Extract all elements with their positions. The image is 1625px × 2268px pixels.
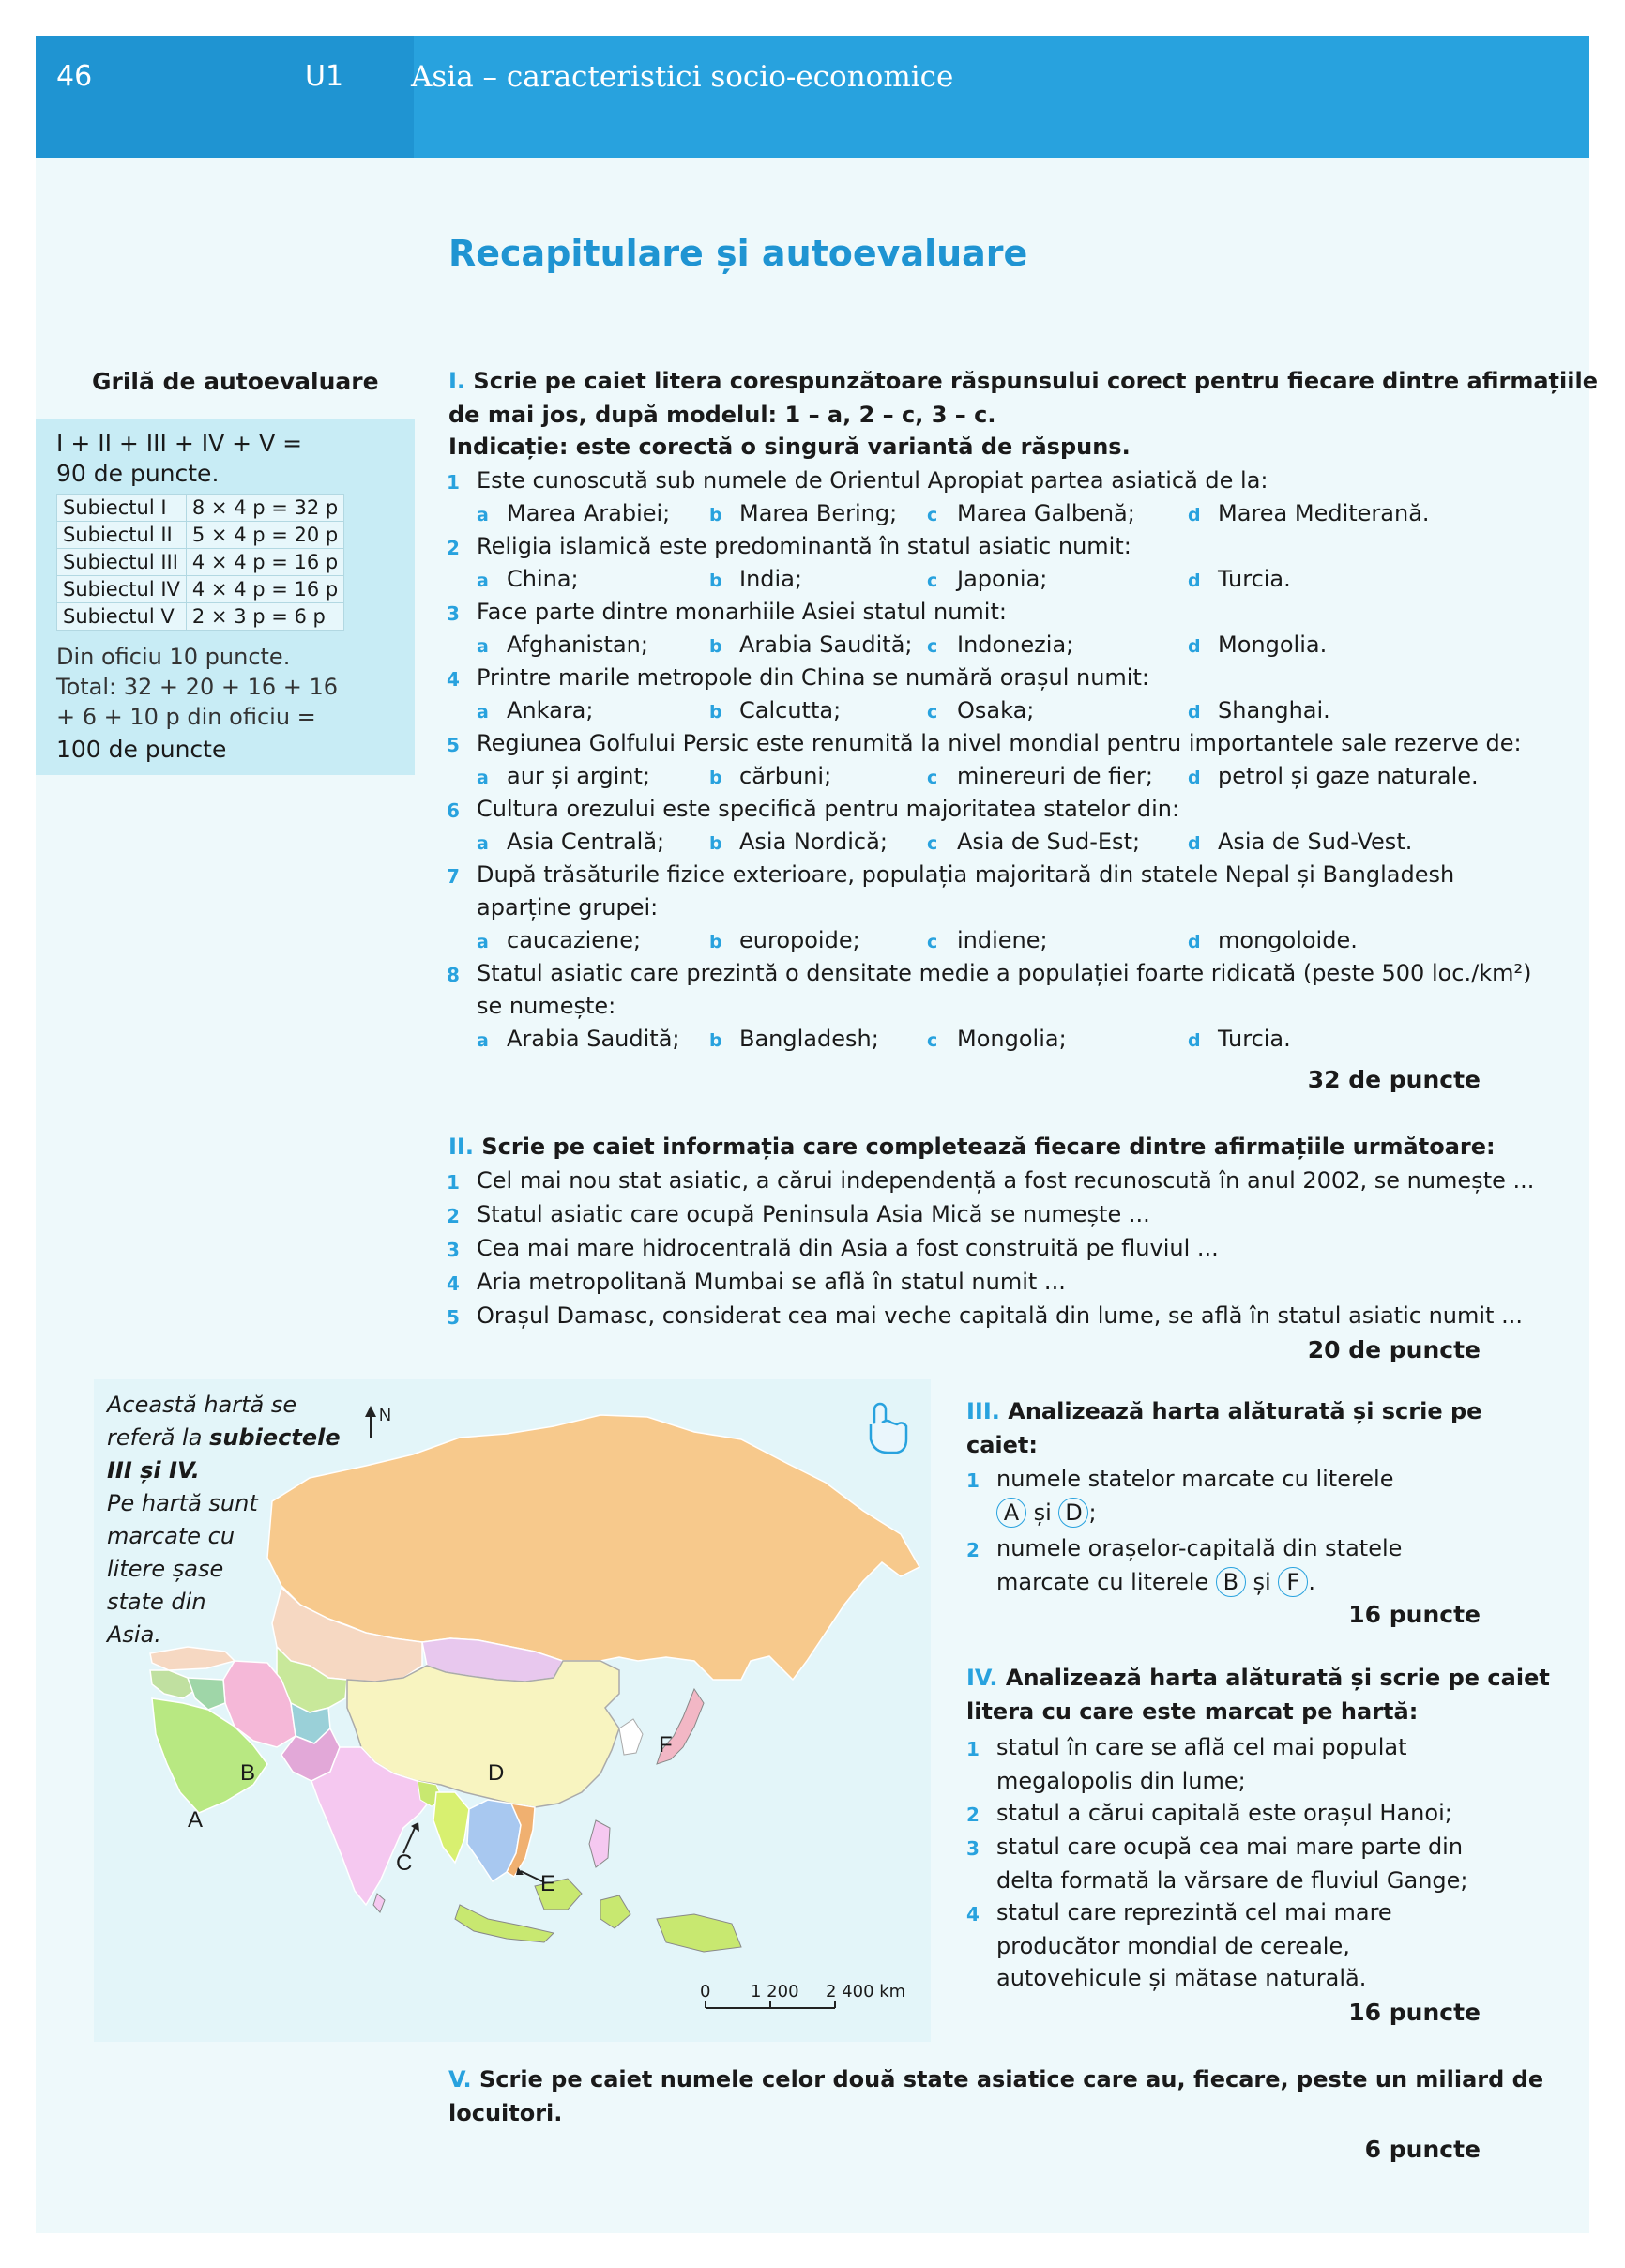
s3-item-1-letters xyxy=(996,1498,1097,1528)
s1-question-text: Religia islamică este predominantă în statul asiatic numit: xyxy=(477,533,1131,559)
s2-item-number: 4 xyxy=(447,1272,460,1295)
grid-table xyxy=(56,494,344,631)
s5-heading-line2: locuitori. xyxy=(448,2100,563,2126)
s3-item-2: numele orașelor-capitală din statele xyxy=(996,1535,1403,1561)
s2-item: Aria metropolitană Mumbai se află în statul numit ... xyxy=(477,1269,1066,1295)
letter-a-circle: A xyxy=(996,1498,1026,1528)
page-title: Recapitulare și autoevaluare xyxy=(448,233,1028,274)
s1-option-b: Calcutta; xyxy=(739,697,842,723)
s1-option-b: Asia Nordică; xyxy=(739,829,888,855)
s3-item-2-letters xyxy=(996,1567,1315,1597)
s1-option-d: Asia de Sud-Vest. xyxy=(1218,829,1413,855)
grid-row xyxy=(57,522,344,549)
grid-subject: Subiectul V xyxy=(57,603,187,631)
myanmar-region xyxy=(433,1792,469,1863)
letter-d-circle: D xyxy=(1058,1498,1088,1528)
s1-option-b: cărbuni; xyxy=(739,763,832,789)
s1-option-b: Bangladesh; xyxy=(739,1026,879,1052)
philippines-region xyxy=(589,1820,610,1867)
map-label-d: D xyxy=(488,1760,505,1786)
s2-roman: II. xyxy=(448,1134,474,1160)
s1-option-letter: a xyxy=(477,768,489,788)
s5-heading-text: Scrie pe caiet numele celor două state asiatice care au, fiecare, peste un miliard de xyxy=(478,2066,1544,2093)
map-note-line: Această hartă se xyxy=(107,1392,297,1418)
s1-option-letter: d xyxy=(1188,833,1201,854)
s1-option-d: Mongolia. xyxy=(1218,632,1328,658)
s4-item-3-line2: delta formată la vărsare de fluviul Gange; xyxy=(996,1867,1468,1894)
s1-question-number: 6 xyxy=(447,799,460,822)
s1-option-letter: b xyxy=(709,505,722,525)
header-left-band xyxy=(36,36,414,158)
s2-item: Cel mai nou stat asiatic, a cărui independență a fost recunoscută în anul 2002, se numește ... xyxy=(477,1167,1535,1194)
s3-punct: . xyxy=(1308,1569,1315,1595)
s1-option-letter: a xyxy=(477,636,489,657)
s1-option-a: China; xyxy=(507,566,579,592)
s2-item-number: 1 xyxy=(447,1171,460,1194)
s3-heading-line2: caiet: xyxy=(966,1432,1038,1458)
s1-option-d: mongoloide. xyxy=(1218,927,1358,953)
s2-item-number: 5 xyxy=(447,1306,460,1329)
page-number: 46 xyxy=(56,60,93,93)
s1-question-number: 2 xyxy=(447,537,460,559)
map-label-f: F xyxy=(659,1732,673,1758)
s3-heading-text: Analizează harta alăturată și scrie pe xyxy=(1008,1398,1482,1424)
letter-f-circle: F xyxy=(1278,1567,1308,1597)
map-note-line xyxy=(107,1422,342,1454)
s1-question-number: 8 xyxy=(447,964,460,986)
s2-item-number: 2 xyxy=(447,1205,460,1227)
s3-and: și xyxy=(1253,1569,1271,1595)
s1-heading-line2: de mai jos, după modelul: 1 – a, 2 – c, 3 – c. xyxy=(448,402,996,428)
s1-option-a: Marea Arabiei; xyxy=(507,500,671,526)
hand-pointer-icon xyxy=(871,1404,906,1453)
iraq-region xyxy=(188,1678,225,1710)
s1-option-b: Arabia Saudită; xyxy=(739,632,913,658)
s1-option-letter: a xyxy=(477,571,489,591)
s1-option-c: Marea Galbenă; xyxy=(957,500,1135,526)
letter-b-circle: B xyxy=(1216,1567,1246,1597)
s1-option-letter: b xyxy=(709,1030,722,1051)
s1-option-a: Arabia Saudită; xyxy=(507,1026,680,1052)
map-note-line: Asia. xyxy=(107,1621,161,1648)
s1-option-a: Ankara; xyxy=(507,697,594,723)
s1-option-c: Asia de Sud-Est; xyxy=(957,829,1141,855)
s1-option-c: minereuri de fier; xyxy=(957,763,1153,789)
s1-option-c: Indonezia; xyxy=(957,632,1074,658)
s1-option-letter: b xyxy=(709,833,722,854)
grid-formula-total: 90 de puncte. xyxy=(56,460,220,487)
grid-calc: 4 × 4 p = 16 p xyxy=(186,549,343,576)
s3-heading-line1 xyxy=(966,1398,1481,1424)
header-title: Asia – caracteristici socio-economice xyxy=(411,60,954,94)
grid-subject: Subiectul IV xyxy=(57,576,187,603)
grid-total-3: 100 de puncte xyxy=(56,736,227,763)
s4-points: 16 puncte xyxy=(1348,1999,1481,2026)
map-label-b: B xyxy=(240,1760,256,1786)
grid-calc: 2 × 3 p = 6 p xyxy=(186,603,343,631)
s1-question-text-cont: aparține grupei: xyxy=(477,894,659,921)
grid-subject: Subiectul II xyxy=(57,522,187,549)
grid-total-1: Total: 32 + 20 + 16 + 16 xyxy=(56,674,339,700)
s1-option-a: Afghanistan; xyxy=(507,632,648,658)
s4-item-2: statul a cărui capitală este orașul Hanoi; xyxy=(996,1800,1452,1826)
s2-heading-text: Scrie pe caiet informația care completează fiecare dintre afirmațiile următoare: xyxy=(481,1134,1496,1160)
s1-option-d: Shanghai. xyxy=(1218,697,1330,723)
arrow-c-head xyxy=(411,1822,419,1832)
s1-heading-text: Scrie pe caiet litera corespunzătoare răspunsului corect pentru fiecare dintre afirmațiile xyxy=(473,368,1598,394)
s4-item-4-line2: producător mondial de cereale, xyxy=(996,1933,1350,1959)
s1-option-c: Osaka; xyxy=(957,697,1035,723)
s1-option-letter: a xyxy=(477,505,489,525)
s1-question-text: Este cunoscută sub numele de Orientul Apropiat partea asiatică de la: xyxy=(477,467,1268,494)
s1-option-a: aur și argint; xyxy=(507,763,650,789)
s4-item-1-line2: megalopolis din lume; xyxy=(996,1768,1246,1794)
s1-question-text: După trăsăturile fizice exterioare, populația majoritară din statele Nepal și Bangladesh xyxy=(477,861,1455,888)
s1-question-text: Cultura orezului este specifică pentru majoritatea statelor din: xyxy=(477,796,1180,822)
s4-item-4-line3: autovehicule și mătase naturală. xyxy=(996,1965,1367,1991)
s1-question-text: Face parte dintre monarhiile Asiei statul numit: xyxy=(477,599,1007,625)
s1-option-letter: c xyxy=(927,571,938,591)
map-note-line: marcate cu xyxy=(107,1523,235,1549)
grid-formula: I + II + III + IV + V = xyxy=(56,430,303,457)
arrow-e xyxy=(521,1871,542,1881)
s1-option-letter: c xyxy=(927,768,938,788)
s2-item: Orașul Damasc, considerat cea mai veche capitală din lume, se află în statul asiatic numit ... xyxy=(477,1302,1523,1329)
s1-question-number: 3 xyxy=(447,602,460,625)
s1-option-letter: d xyxy=(1188,505,1201,525)
grid-total-2: + 6 + 10 p din oficiu = xyxy=(56,704,316,730)
s1-question-text: Statul asiatic care prezintă o densitate medie a populației foarte ridicată (peste 500 loc./km²) xyxy=(477,960,1532,986)
s1-option-letter: b xyxy=(709,636,722,657)
s1-option-letter: b xyxy=(709,571,722,591)
s1-option-d: petrol și gaze naturale. xyxy=(1218,763,1479,789)
map-note-line: litere șase xyxy=(107,1556,224,1582)
s2-heading xyxy=(448,1134,1496,1160)
s4-heading-text: Analizează harta alăturată și scrie pe caiet xyxy=(1005,1665,1550,1691)
s1-option-letter: c xyxy=(927,702,938,723)
s1-option-letter: a xyxy=(477,932,489,952)
map-note xyxy=(107,1389,342,1652)
s1-option-letter: a xyxy=(477,702,489,723)
s1-option-c: indiene; xyxy=(957,927,1048,953)
s1-option-letter: d xyxy=(1188,636,1201,657)
scale-label-2: 2 400 km xyxy=(826,1982,906,2002)
s5-roman: V. xyxy=(448,2066,472,2093)
s2-item-number: 3 xyxy=(447,1239,460,1261)
north-arrow-head xyxy=(365,1406,376,1417)
s1-option-letter: a xyxy=(477,833,489,854)
s3-item-1: numele statelor marcate cu literele xyxy=(996,1466,1394,1492)
s1-option-letter: a xyxy=(477,1030,489,1051)
s1-option-letter: c xyxy=(927,636,938,657)
s2-points: 20 de puncte xyxy=(1307,1336,1481,1363)
s4-heading-line2: litera cu care este marcat pe hartă: xyxy=(966,1698,1419,1725)
s1-question-number: 7 xyxy=(447,865,460,888)
grid-title: Grilă de autoevaluare xyxy=(92,368,379,395)
grid-calc: 4 × 4 p = 16 p xyxy=(186,576,343,603)
s1-roman: I. xyxy=(448,368,466,394)
map-note-line: Pe hartă sunt xyxy=(107,1490,258,1516)
s4-roman: IV. xyxy=(966,1665,998,1691)
s3-item-2-text: marcate cu literele xyxy=(996,1569,1209,1595)
s1-option-letter: c xyxy=(927,1030,938,1051)
map-label-e: E xyxy=(540,1871,556,1896)
s1-option-d: Turcia. xyxy=(1218,566,1291,592)
map-label-a: A xyxy=(188,1807,204,1833)
s2-item: Statul asiatic care ocupă Peninsula Asia Mică se numește ... xyxy=(477,1201,1150,1227)
grid-row xyxy=(57,495,344,522)
s1-option-letter: d xyxy=(1188,1030,1201,1051)
s1-option-b: Marea Bering; xyxy=(739,500,898,526)
s1-heading-line1 xyxy=(448,368,1598,394)
map-note-line: state din xyxy=(107,1589,206,1615)
s4-item-1-line1: statul în care se află cel mai populat xyxy=(996,1734,1407,1760)
s4-item-number: 3 xyxy=(966,1837,980,1860)
s1-option-letter: d xyxy=(1188,768,1201,788)
s1-question-text: Printre marile metropole din China se numără orașul numit: xyxy=(477,664,1149,691)
s3-item-number: 1 xyxy=(966,1469,980,1492)
s1-question-text: Regiunea Golfului Persic este renumită la nivel mondial pentru importantele sale rezerve de: xyxy=(477,730,1522,756)
s1-option-letter: d xyxy=(1188,571,1201,591)
s1-option-letter: b xyxy=(709,932,722,952)
s1-option-letter: d xyxy=(1188,932,1201,952)
s1-option-b: India; xyxy=(739,566,802,592)
map-note-line: III și IV. xyxy=(107,1457,200,1484)
s2-item: Cea mai mare hidrocentrală din Asia a fost construită pe fluviul ... xyxy=(477,1235,1219,1261)
scale-label-1: 1 200 xyxy=(751,1982,799,2002)
s1-option-letter: b xyxy=(709,702,722,723)
grid-row xyxy=(57,549,344,576)
sri-lanka-region xyxy=(373,1894,385,1912)
s1-points: 32 de puncte xyxy=(1307,1066,1481,1093)
new-guinea-region xyxy=(657,1914,741,1952)
north-label: N xyxy=(379,1406,391,1424)
grid-row xyxy=(57,576,344,603)
s3-punct: ; xyxy=(1088,1499,1097,1526)
s1-question-text-cont: se numește: xyxy=(477,993,616,1019)
arrow-c xyxy=(403,1828,415,1853)
grid-subject: Subiectul III xyxy=(57,549,187,576)
s1-question-number: 1 xyxy=(447,471,460,494)
s1-option-d: Turcia. xyxy=(1218,1026,1291,1052)
indonesia-region-1 xyxy=(455,1905,554,1942)
s4-item-3-line1: statul care ocupă cea mai mare parte din xyxy=(996,1834,1464,1860)
s4-item-number: 4 xyxy=(966,1903,980,1926)
grid-calc: 8 × 4 p = 32 p xyxy=(186,495,343,522)
s1-option-letter: c xyxy=(927,833,938,854)
s1-option-c: Mongolia; xyxy=(957,1026,1067,1052)
s1-option-a: Asia Centrală; xyxy=(507,829,665,855)
grid-row xyxy=(57,603,344,631)
s3-item-number: 2 xyxy=(966,1539,980,1561)
s3-roman: III. xyxy=(966,1398,1000,1424)
unit-label: U1 xyxy=(305,60,344,93)
s5-points: 6 puncte xyxy=(1364,2136,1481,2163)
s4-item-number: 2 xyxy=(966,1804,980,1826)
map-label-c: C xyxy=(396,1850,413,1876)
s1-option-c: Japonia; xyxy=(957,566,1048,592)
s1-question-number: 4 xyxy=(447,668,460,691)
s1-option-letter: b xyxy=(709,768,722,788)
s1-option-letter: c xyxy=(927,505,938,525)
s3-and: și xyxy=(1033,1499,1052,1526)
s1-indication: Indicație: este corectă o singură variantă de răspuns. xyxy=(448,434,1131,460)
s1-question-number: 5 xyxy=(447,734,460,756)
page-header xyxy=(36,36,1589,158)
s5-heading-line1 xyxy=(448,2066,1543,2093)
grid-subject: Subiectul I xyxy=(57,495,187,522)
s4-heading-line1 xyxy=(966,1665,1550,1691)
s4-item-number: 1 xyxy=(966,1738,980,1760)
s1-option-b: europoide; xyxy=(739,927,860,953)
s1-option-d: Marea Mediterană. xyxy=(1218,500,1430,526)
map-note-bold: subiectele xyxy=(209,1424,341,1451)
grid-calc: 5 × 4 p = 20 p xyxy=(186,522,343,549)
s1-option-letter: c xyxy=(927,932,938,952)
grid-office: Din oficiu 10 puncte. xyxy=(56,644,291,670)
map-note-text: referă la xyxy=(107,1424,210,1451)
s3-points: 16 puncte xyxy=(1348,1601,1481,1628)
korea-region xyxy=(619,1719,643,1755)
s4-item-4-line1: statul care reprezintă cel mai mare xyxy=(996,1899,1392,1926)
scale-label-0: 0 xyxy=(700,1982,711,2002)
s1-option-letter: d xyxy=(1188,702,1201,723)
s1-option-a: caucaziene; xyxy=(507,927,642,953)
indonesia-region-3 xyxy=(600,1895,630,1928)
